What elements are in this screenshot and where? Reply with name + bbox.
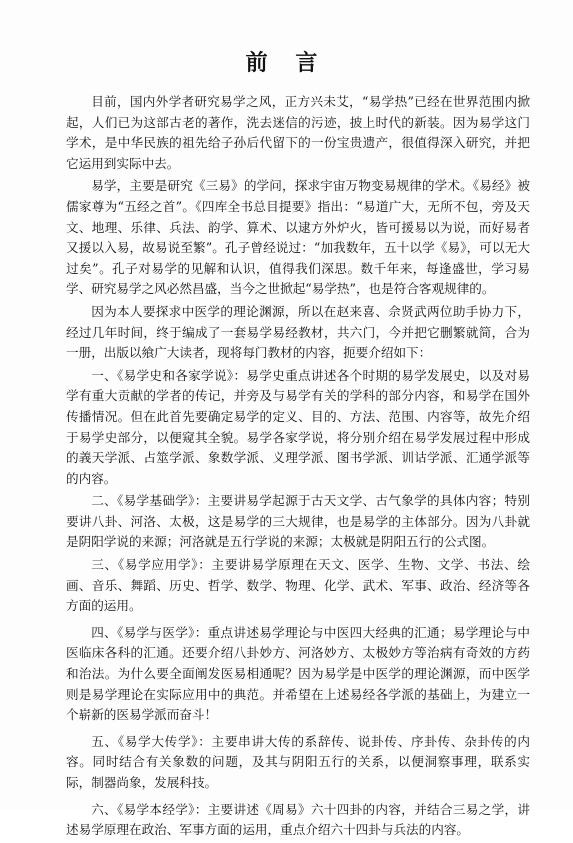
paragraph-yixue-definition: 易学，主要是研究《三易》的学问，探求宇宙万物变易规律的学术。《易经》被儒家尊为“五经之首”。《四库全书总目提要》指出：“易道广大，无所不包，旁及天文、地理、乐律、兵法、韵学、算术、以逮方外炉火，皆可援易以为说，而好易者又援以入易，故易说至繁”。孔子曾经说过：“加我数年，五十以学《易》，可以无大过矣”。孔子对易学的见解和认识，值得我们深思。数千年来，每逢盛世，学习易学、研究易学之风必然昌盛，当今之世掀起“易学热”，也是符合客观规律的。 <box>66 178 530 297</box>
paragraph-course-3: 三、《易学应用学》：主要讲易学原理在天文、医学、生物、文学、书法、绘画、音乐、舞蹈、历史、哲学、数学、物理、化学、武术、军事、政治、经济等各方面的运用。 <box>66 557 530 614</box>
paragraph-course-2: 二、《易学基础学》：主要讲易学起源于古天文学、古气象学的具体内容；特别要讲八卦、河洛、太极，这是易学的三大规律，也是易学的主体部分。因为八卦就是阴阳学说的来源；河洛就是五行学说的来源；太极就是阴阳五行的公式图。 <box>66 493 530 550</box>
paragraph-course-6: 六、《易学本经学》：主要讲述《周易》六十四卦的内容，并结合三易之学，讲述易学原理在政治、军事方面的运用，重点介绍六十四卦与兵法的内容。 <box>66 801 530 838</box>
paragraph-textbook-overview: 因为本人要探求中医学的理论渊源，所以在赵来喜、佘贤武两位助手协力下，经过几年时间，终于编成了一套易学易经教材，共六门，今并把它删繁就简，合为一册，出版以飨广大读者，现将每门教材的内容，扼要介绍如下： <box>66 303 530 361</box>
paragraph-course-5: 五、《易学大传学》：主要串讲大传的系辞传、说卦传、序卦传、杂卦传的内容。同时结合有关象数的问题，及其与阴阳五行的关系，以便洞察事理，联系实际，制器尚象，发展科技。 <box>66 733 530 790</box>
document-body <box>66 92 530 843</box>
page-title: 前 言 <box>245 50 328 76</box>
paragraph-intro: 目前，国内外学者研究易学之风，正方兴未艾，“易学热”已经在世界范围内掀起，人们已为这部古老的著作，洗去迷信的污迹，披上时代的新装。因为易学这门学术，是中华民族的祖先给子孙后代留下的一份宝贵遗产，很值得深入研究，并把它运用到实际中去。 <box>66 94 530 171</box>
paragraph-course-1: 一、《易学史和各家学说》：易学史重点讲述各个时期的易学发展史，以及对易学有重大贡献的学者的传记，并旁及与易学有关的学科的部分内容，和易学在国外传播情况。但在此首先要确定易学的定义、目的、方法、范围、内容等，故先介绍于易学史部分，以便窥其全貌。易学各家学说，将分别介绍在易学发展过程中形成的義天学派、占筮学派、象数学派、义理学派、图书学派、训诂学派、汇通学派等的内容。 <box>66 367 530 486</box>
paragraph-course-4: 四、《易学与医学》：重点讲述易学理论与中医四大经典的汇通；易学理论与中医临床各科的汇通。还要介绍八卦妙方、河洛妙方、太极妙方等治病有奇效的方药和治法。为什么要全面阐发医易相通呢？因为易学是中医学的理论渊源，而中医学则是易学理论在实际应用中的典范。并希望在上述易经各学派的基础上，为建立一个崭新的医易学派而奋斗！ <box>66 624 530 723</box>
